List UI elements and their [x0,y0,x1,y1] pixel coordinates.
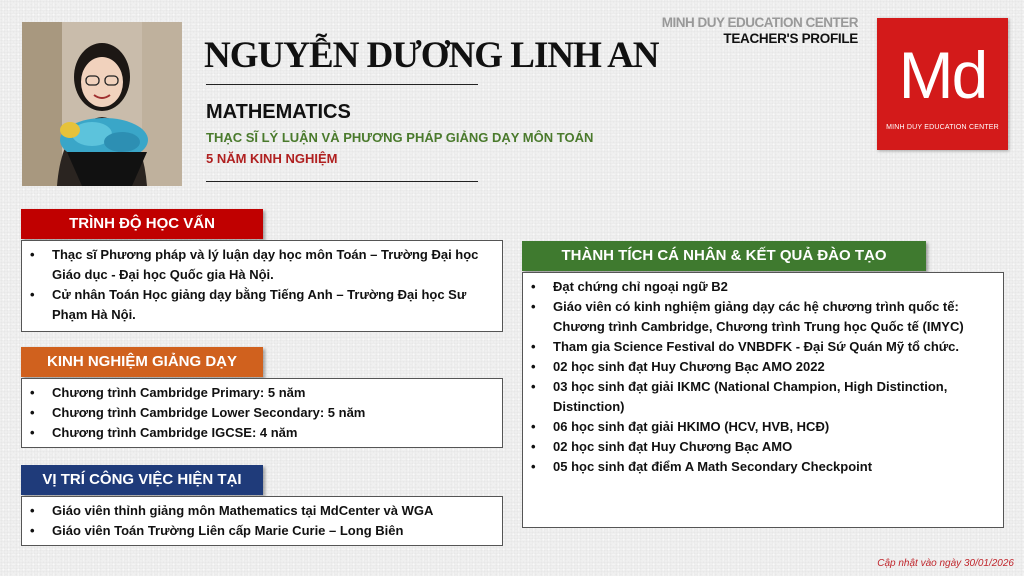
education-box [21,240,503,332]
experience-header: KINH NGHIỆM GIẢNG DẠY [21,347,263,377]
list-item: • 03 học sinh đạt giải IKMC (National Champion, High Distinction, Distinction) [553,377,1003,417]
list-item: • 06 học sinh đạt giải HKIMO (HCV, HVB, HCĐ) [553,417,1003,437]
list-item: • Giáo viên Toán Trường Liên cấp Marie Curie – Long Biên [52,521,502,541]
list-item: • Giáo viên thỉnh giảng môn Mathematics tại MdCenter và WGA [52,501,502,521]
education-list [22,245,502,325]
update-date: Cập nhật vào ngày 30/01/2026 [877,558,1014,569]
list-item: • Chương trình Cambridge Lower Secondary: 5 năm [52,403,502,423]
teacher-name: NGUYỄN DƯƠNG LINH AN [204,35,659,76]
md-logo [877,18,1008,150]
achievements-box [522,272,1004,528]
list-item: • Giáo viên có kinh nghiệm giảng dạy các hệ chương trình quốc tế: Chương trình Cambridge, Chương trình Trung học Quốc tế (IMYC) [553,297,1003,337]
achievements-list [523,277,1003,477]
teacher-photo [22,22,182,186]
list-item: • Tham gia Science Festival do VNBDFK - Đại Sứ Quán Mỹ tổ chức. [553,337,1003,357]
experience-list [22,383,502,443]
experience-text: 5 NĂM KINH NGHIỆM [206,151,338,166]
position-list [22,501,502,541]
divider-bottom [206,181,478,182]
logo-subtext: MINH DUY EDUCATION CENTER [886,124,999,131]
position-header: VỊ TRÍ CÔNG VIỆC HIỆN TẠI [21,465,263,495]
list-item: • 05 học sinh đạt điểm A Math Secondary Checkpoint [553,457,1003,477]
experience-box [21,378,503,448]
profile-label: TEACHER'S PROFILE [723,31,858,46]
list-item: • Chương trình Cambridge Primary: 5 năm [52,383,502,403]
education-header: TRÌNH ĐỘ HỌC VẤN [21,209,263,239]
org-header [662,15,858,47]
logo-text: Md [898,38,987,112]
achievements-header: THÀNH TÍCH CÁ NHÂN & KẾT QUẢ ĐÀO TẠO [522,241,926,271]
org-name: MINH DUY EDUCATION CENTER [661,15,858,30]
divider-top [206,84,478,85]
subject-title: MATHEMATICS [206,101,351,123]
list-item: • Chương trình Cambridge IGCSE: 4 năm [52,423,502,443]
list-item: • Đạt chứng chỉ ngoại ngữ B2 [553,277,1003,297]
list-item: • Thạc sĩ Phương pháp và lý luận dạy học môn Toán – Trường Đại học Giáo dục - Đại học Quốc gia Hà Nội. [52,245,502,285]
position-box [21,496,503,546]
list-item: • 02 học sinh đạt Huy Chương Bạc AMO 2022 [553,357,1003,377]
list-item: • 02 học sinh đạt Huy Chương Bạc AMO [553,437,1003,457]
list-item: • Cử nhân Toán Học giảng dạy bằng Tiếng Anh – Trường Đại học Sư Phạm Hà Nội. [52,285,502,325]
degree-text: THẠC SĨ LÝ LUẬN VÀ PHƯƠNG PHÁP GIẢNG DẠY MÔN TOÁN [206,130,594,145]
